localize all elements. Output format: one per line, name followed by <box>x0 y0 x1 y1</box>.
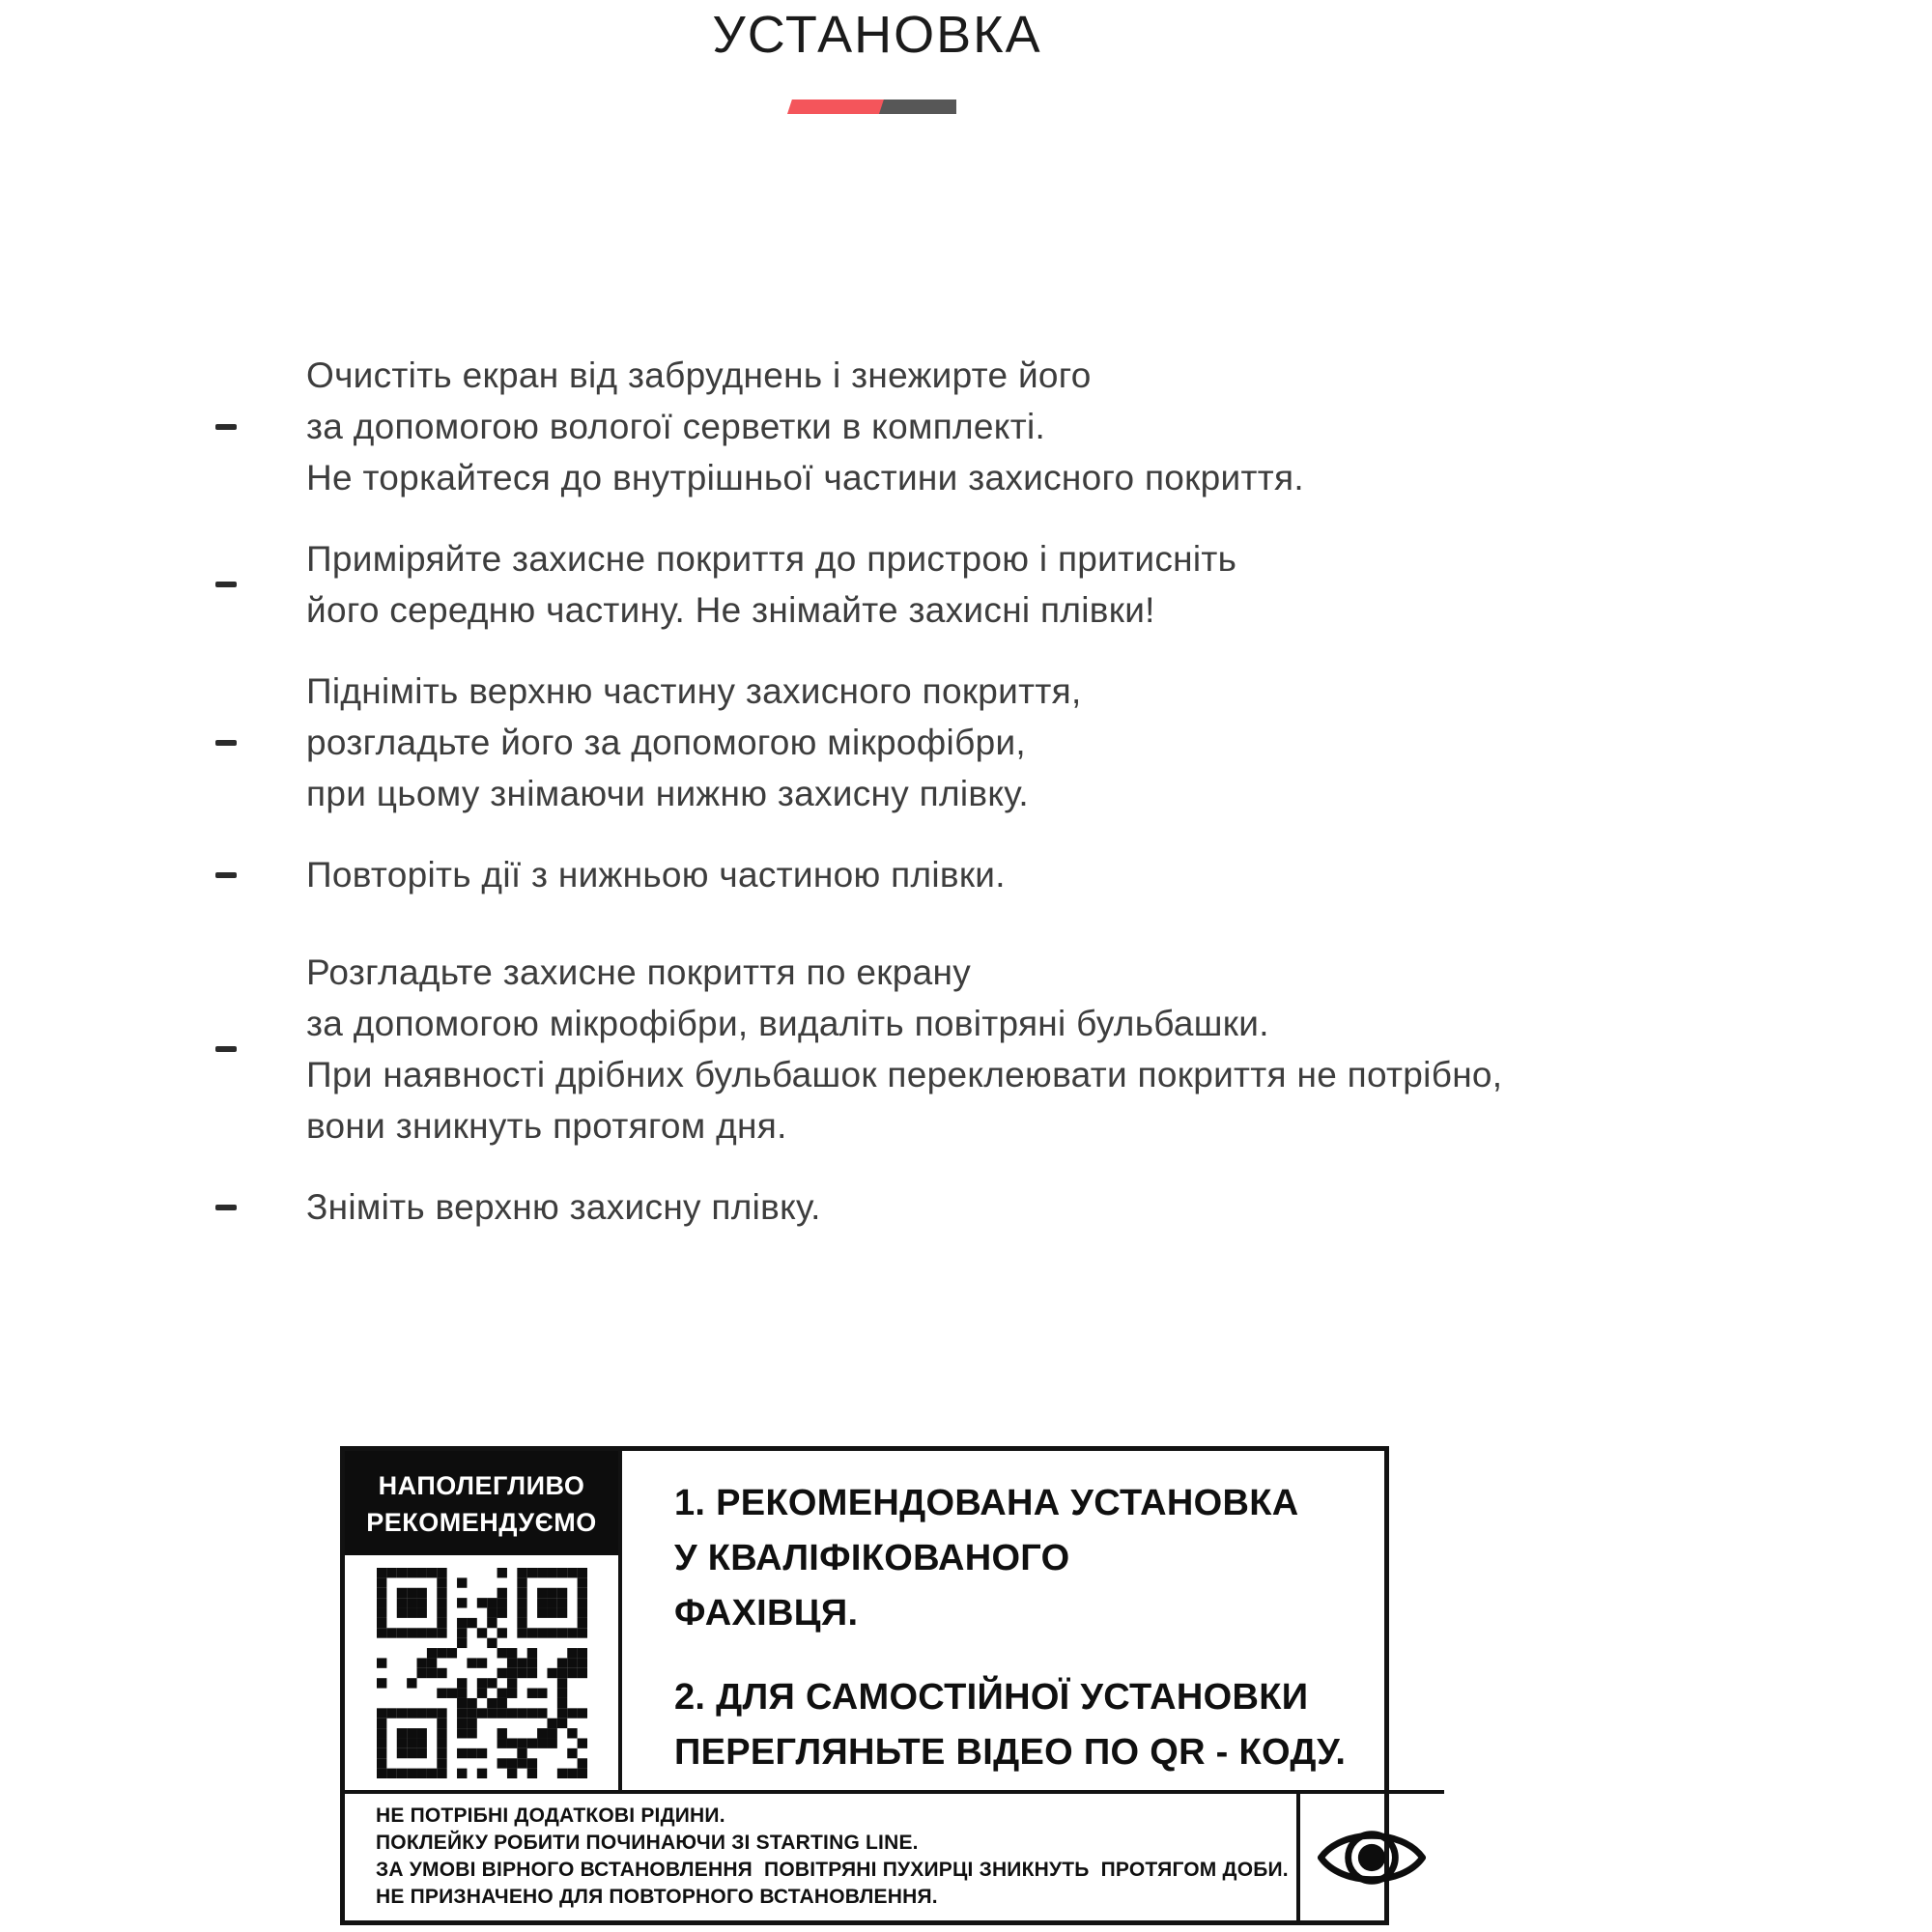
page-title: УСТАНОВКА <box>712 6 1042 64</box>
recommendation-box-top <box>345 1451 1444 1794</box>
title-divider <box>787 99 957 114</box>
instruction-item <box>215 350 1761 503</box>
eye-icon <box>1315 1821 1429 1894</box>
instruction-text: Розгладьте захисне покриття по екрану за допомогою мікрофібри, видаліть повітряні бульбашки. При наявності дрібних бульбашок переклеювати покриття не потрібно, вони зникнуть протягом дня. <box>306 952 1503 1146</box>
instruction-list <box>215 350 1761 1263</box>
bullet-dash-icon <box>215 1205 237 1210</box>
recommendation-box <box>340 1446 1389 1925</box>
instruction-text: Повторіть дії з нижньою частиною плівки. <box>306 855 1006 895</box>
bullet-dash-icon <box>215 872 237 878</box>
qr-code-container <box>345 1555 618 1790</box>
footer-notes: НЕ ПОТРІБНІ ДОДАТКОВІ РІДИНИ. ПОКЛЕЙКУ РОБИТИ ПОЧИНАЮЧИ ЗІ STARTING LINE. ЗА УМОВІ ВІРНОГО ВСТАНОВЛЕННЯ ПОВІТРЯНІ ПУХИРЦІ ЗНИКНУТЬ ПРОТЯГОМ ДОБИ. НЕ ПРИЗНАЧЕНО ДЛЯ ПОВТОРНОГО ВСТАНОВЛЕННЯ. <box>376 1804 1289 1908</box>
bullet-dash-icon <box>215 740 237 746</box>
bullet-dash-icon <box>215 1046 237 1052</box>
divider-red-segment <box>787 99 884 114</box>
recommendation-item: 2. ДЛЯ САМОСТІЙНОЇ УСТАНОВКИ ПЕРЕГЛЯНЬТЕ ВІДЕО ПО QR - КОДУ. <box>674 1677 1347 1773</box>
instruction-text: Зніміть верхню захисну плівку. <box>306 1187 821 1227</box>
bullet-dash-icon <box>215 424 237 430</box>
qr-code-icon <box>377 1568 587 1778</box>
bullet-dash-icon <box>215 582 237 587</box>
instruction-item <box>215 947 1761 1151</box>
recommendation-box-right-column <box>622 1451 1444 1790</box>
recommendation-box-left-column <box>345 1451 622 1790</box>
instruction-item <box>215 849 1761 900</box>
instruction-text: Очистіть екран від забруднень і знежирте його за допомогою вологої серветки в комплекті. Не торкайтеся до внутрішньої частини захисного покриття. <box>306 355 1304 497</box>
recommendation-item: 1. РЕКОМЕНДОВАНА УСТАНОВКА У КВАЛІФІКОВАНОГО ФАХІВЦЯ. <box>674 1483 1299 1634</box>
recommendation-header: НАПОЛЕГЛИВО РЕКОМЕНДУЄМО <box>345 1451 618 1555</box>
instruction-text: Підніміть верхню частину захисного покриття, розгладьте його за допомогою мікрофібри, при цьому знімаючи нижню захисну плівку. <box>306 671 1082 813</box>
instruction-text: Приміряйте захисне покриття до пристрою і притисніть його середню частину. Не знімайте захисні плівки! <box>306 539 1237 630</box>
instruction-item <box>215 1181 1761 1233</box>
instruction-item <box>215 533 1761 636</box>
eye-icon-cell <box>1296 1794 1444 1920</box>
divider-gray-segment <box>871 99 956 114</box>
recommendation-box-footer <box>345 1794 1444 1920</box>
instruction-item <box>215 666 1761 819</box>
